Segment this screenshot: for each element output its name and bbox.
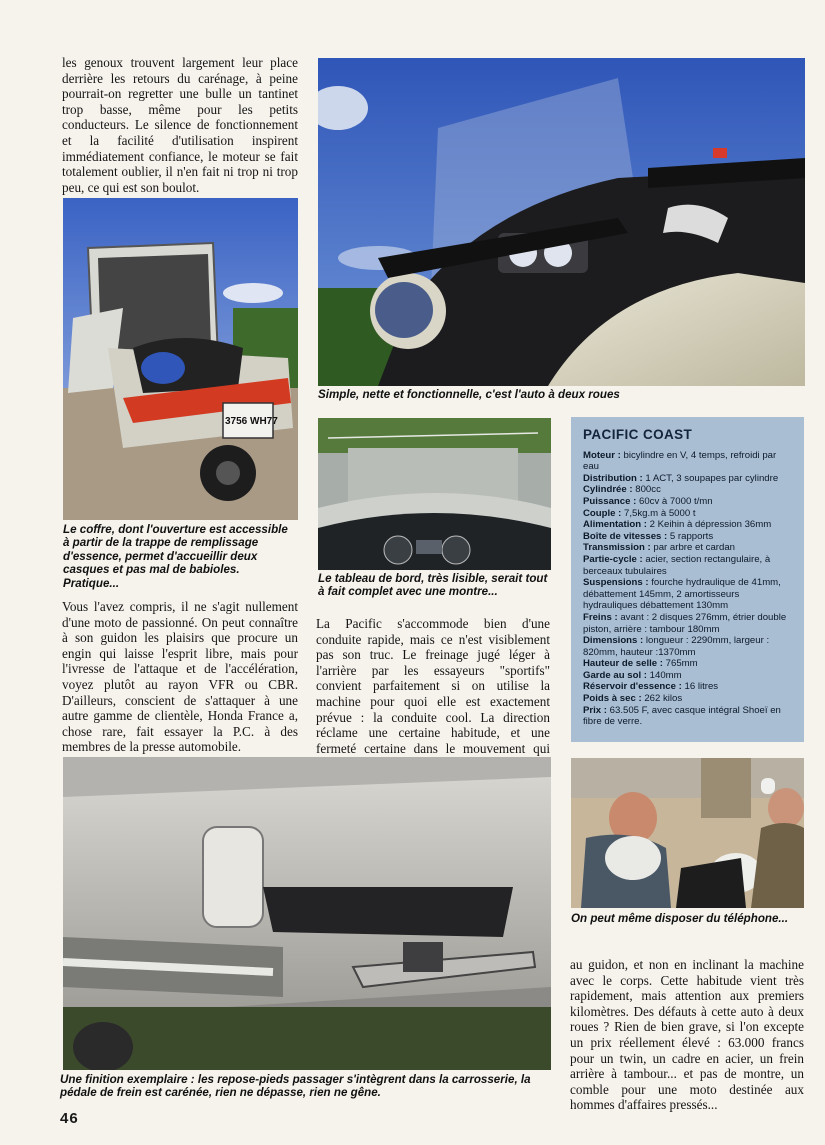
spec-label: Suspensions : (583, 577, 649, 589)
spec-value: 262 kilos (644, 693, 683, 705)
specs-box (571, 417, 804, 742)
spec-value: bicylindre en V, 4 temps, refroidi par eau (583, 449, 777, 473)
spec-line (583, 693, 794, 705)
dashboard-photo (318, 58, 805, 386)
specs-list (583, 450, 794, 728)
spec-value: 800cc (635, 484, 661, 496)
instrument-panel-photo (318, 418, 551, 570)
spec-label: Puissance : (583, 495, 637, 507)
phone-caption: On peut même disposer du téléphone... (571, 912, 789, 925)
spec-label: Hauteur de selle : (583, 658, 663, 670)
spec-label: Poids à sec : (583, 693, 642, 705)
spec-line (583, 484, 794, 496)
spec-value: 1 ACT, 3 soupapes par cylindre (645, 472, 779, 484)
spec-line (583, 531, 794, 543)
spec-label: Transmission : (583, 542, 651, 554)
spec-line (583, 519, 794, 531)
footpeg-caption: Une finition exemplaire : les repose-pieds passager s'intègrent dans la carrosserie, la pédale de frein est carénée, rien ne dépasse, rien ne gêne. (60, 1073, 531, 1100)
spec-line (583, 554, 794, 577)
spec-line (583, 450, 794, 473)
spec-line (583, 508, 794, 520)
column-2-paragraph: La Pacific s'accommode bien d'une conduite rapide, mais ce n'est visiblement pas son truc. Le freinage jugé léger à l'arrière par les essayeurs "sportifs" convient parfaitement si on utilise la machine pour quoi elle est exactement prévue : la conduite cool. La direction réclame une certaine habitude, et une fermeté certaine dans le mouvement qui (316, 616, 550, 756)
phone-photo (571, 758, 804, 908)
spec-line (583, 670, 794, 682)
spec-line (583, 681, 794, 693)
spec-label: Dimensions : (583, 635, 644, 647)
column-3-paragraph: au guidon, et non en inclinant la machine avec le corps. Cette habitude vient très rapidement, mais attention aux premiers kilomètres. Des défauts à cette auto à deux roues ? Rien de bien grave, si l'on excepte un prix réellement élevé : 63.000 francs pour un twin, un cadre en acier, un frein arrière à tambour... et pas de montre, un comble pour une moto destinée aux hommes d'affaires pressés... (570, 957, 804, 1113)
spec-line (583, 577, 794, 612)
dashboard-caption: Simple, nette et fonctionnelle, c'est l'auto à deux roues (318, 388, 620, 401)
trunk-photo (63, 198, 298, 520)
spec-line (583, 542, 794, 554)
spec-value: 765mm (665, 658, 698, 670)
spec-value: par arbre et cardan (653, 542, 735, 554)
spec-line (583, 612, 794, 635)
column-1-paragraph: Vous l'avez compris, il ne s'agit nullement d'une moto de passionné. On peut connaître à son guidon les plaisirs que procure un engin qui laisse l'esprit libre, mais pour l'ivresse de l'attaque et de l'accélération, voyez plutôt au rayon VFR ou CBR. D'ailleurs, conscient de s'attaquer à une autre gamme de clientèle, Honda France a, chose rare, fait essayer la P.C. à des membres de la presse automobile. (62, 599, 298, 755)
spec-value: longueur : 2290mm, largeur : 820mm, hauteur :1370mm (583, 635, 770, 658)
spec-line (583, 496, 794, 508)
spec-value: 63.505 F, avec casque intégral Shoeï en fibre de verre. (583, 704, 781, 728)
spec-value: 7,5kg.m à 5000 t (624, 507, 696, 519)
spec-line (583, 658, 794, 670)
instrument-caption: Le tableau de bord, très lisible, serait tout à fait complet avec une montre... (318, 572, 548, 599)
trunk-caption: Le coffre, dont l'ouverture est accessible à partir de la trappe de remplissage d'essence, permet d'accueillir deux casques et pas mal de babioles. Pratique... (63, 523, 288, 590)
spec-label: Couple : (583, 507, 622, 519)
footpeg-photo (63, 757, 551, 1070)
spec-label: Alimentation : (583, 519, 647, 531)
spec-value: acier, section rectangulaire, à berceaux tubulaires (583, 553, 771, 577)
spec-value: 16 litres (684, 681, 719, 693)
spec-value: 60cv à 7000 t/mn (639, 495, 713, 507)
spec-label: Cylindrée : (583, 484, 633, 496)
spec-label: Prix : (583, 704, 607, 716)
spec-label: Garde au sol : (583, 669, 647, 681)
spec-label: Distribution : (583, 472, 643, 484)
spec-label: Réservoir d'essence : (583, 681, 682, 693)
spec-value: 140mm (649, 669, 682, 681)
specs-title: PACIFIC COAST (583, 427, 693, 442)
spec-label: Freins : (583, 611, 618, 623)
spec-line (583, 635, 794, 658)
spec-value: 2 Keihin à dépression 36mm (649, 519, 772, 531)
spec-value: 5 rapports (669, 530, 714, 542)
page-number: 46 (60, 1110, 79, 1127)
spec-value: avant : 2 disques 276mm, étrier double piston, arrière : tambour 180mm (583, 611, 787, 635)
spec-line (583, 473, 794, 485)
spec-line (583, 705, 794, 728)
spec-label: Boîte de vitesses : (583, 530, 668, 542)
intro-paragraph: les genoux trouvent largement leur place derrière les retours du carénage, à peine pourrait-on regretter une bulle un tantinet trop basse, même pour les petits conducteurs. Le silence de fonctionnement et la facilité d'utilisation inspirent immédiatement confiance, le moteur se fait totalement oublier, il n'en fait ni trop ni trop peu, ce qui est son boulot. (62, 55, 298, 195)
spec-value: fourche hydraulique de 41mm, débattement 145mm, 2 amortisseurs hydrauliques débattement 130mm (583, 577, 781, 612)
license-plate: 3756 WH77 (225, 416, 278, 427)
spec-label: Moteur : (583, 449, 621, 461)
spec-label: Partie-cycle : (583, 553, 643, 565)
